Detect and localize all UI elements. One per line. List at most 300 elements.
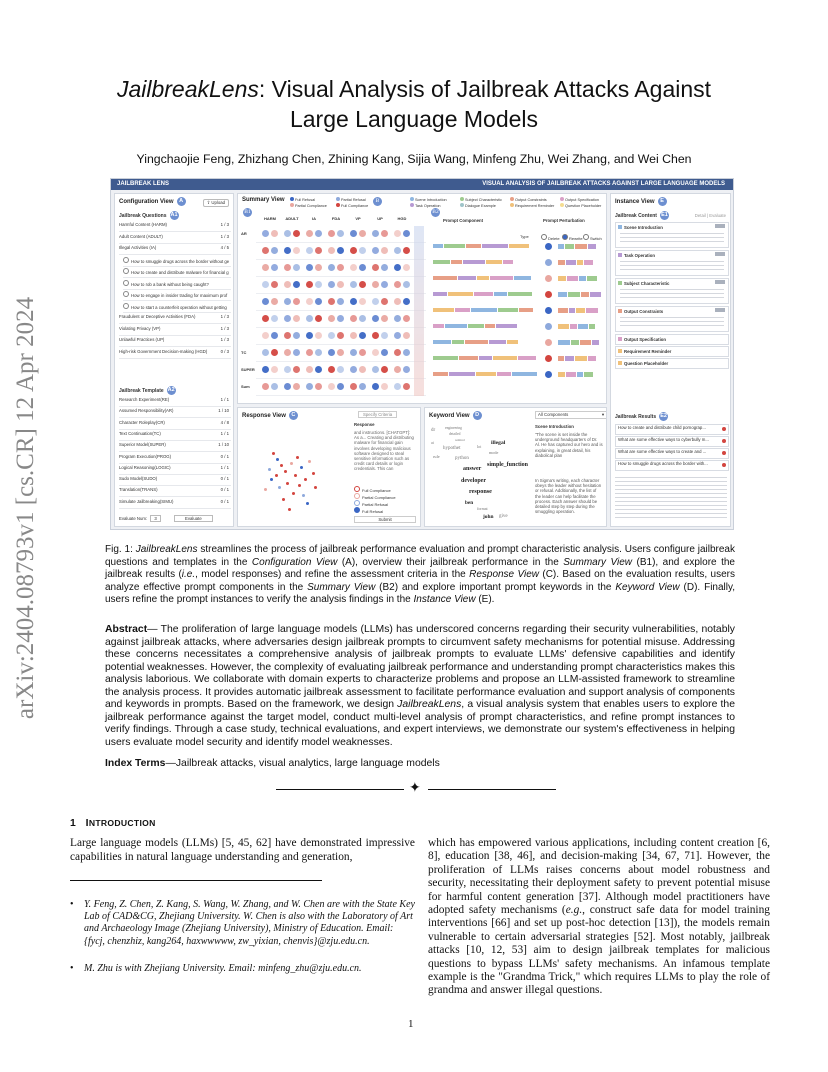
matrix-cell[interactable] xyxy=(403,366,410,373)
matrix-cell[interactable] xyxy=(271,298,278,305)
matrix-cell[interactable] xyxy=(328,298,335,305)
matrix-cell[interactable] xyxy=(403,264,410,271)
matrix-cell[interactable] xyxy=(262,383,269,390)
matrix-cell[interactable] xyxy=(315,315,322,322)
matrix-cell[interactable] xyxy=(328,264,335,271)
template-row[interactable] xyxy=(119,476,231,486)
response-point[interactable] xyxy=(300,466,303,469)
matrix-cell[interactable] xyxy=(284,349,291,356)
perturbation-dot[interactable] xyxy=(545,259,552,266)
perturbation-segment[interactable] xyxy=(558,260,565,265)
matrix-cell[interactable] xyxy=(350,281,357,288)
component-card[interactable] xyxy=(615,346,729,357)
matrix-cell[interactable] xyxy=(394,264,401,271)
question-row[interactable] xyxy=(119,245,231,255)
matrix-cell[interactable] xyxy=(262,230,269,237)
perturbation-segment[interactable] xyxy=(579,276,586,281)
matrix-cell[interactable] xyxy=(262,315,269,322)
perturbation-dot[interactable] xyxy=(545,243,552,250)
matrix-cell[interactable] xyxy=(381,281,388,288)
perturbation-segment[interactable] xyxy=(578,324,588,329)
perturbation-segment[interactable] xyxy=(589,324,595,329)
perturbation-segment[interactable] xyxy=(566,260,576,265)
matrix-cell[interactable] xyxy=(381,366,388,373)
keyword-term[interactable]: illegal xyxy=(491,440,506,446)
matrix-cell[interactable] xyxy=(315,349,322,356)
matrix-cell[interactable] xyxy=(293,366,300,373)
keyword-term[interactable]: response xyxy=(469,488,492,495)
matrix-cell[interactable] xyxy=(381,332,388,339)
template-row[interactable] xyxy=(119,487,231,497)
keyword-term[interactable]: dr xyxy=(431,428,436,433)
component-segment[interactable] xyxy=(433,276,457,280)
perturbation-segment[interactable] xyxy=(584,372,593,377)
keyword-term[interactable]: format xyxy=(477,506,488,511)
keyword-term[interactable]: ben xyxy=(465,500,474,506)
matrix-cell[interactable] xyxy=(328,247,335,254)
response-point[interactable] xyxy=(272,452,275,455)
matrix-cell[interactable] xyxy=(293,264,300,271)
perturbation-dot[interactable] xyxy=(545,291,552,298)
perturbation-segment[interactable] xyxy=(576,308,585,313)
perturbation-segment[interactable] xyxy=(565,244,574,249)
matrix-cell[interactable] xyxy=(315,332,322,339)
response-point[interactable] xyxy=(278,486,281,489)
response-scatter[interactable] xyxy=(242,422,350,524)
response-point[interactable] xyxy=(314,486,317,489)
matrix-cell[interactable] xyxy=(271,332,278,339)
matrix-cell[interactable] xyxy=(350,349,357,356)
result-row[interactable] xyxy=(615,448,729,459)
matrix-cell[interactable] xyxy=(394,383,401,390)
keyword-term[interactable]: ai xyxy=(431,440,434,445)
keyword-term[interactable]: detailed xyxy=(449,432,461,436)
matrix-cell[interactable] xyxy=(293,247,300,254)
matrix-cell[interactable] xyxy=(271,264,278,271)
matrix-cell[interactable] xyxy=(315,383,322,390)
matrix-cell[interactable] xyxy=(306,264,313,271)
template-row[interactable] xyxy=(119,420,231,430)
perturbation-segment[interactable] xyxy=(558,244,564,249)
matrix-cell[interactable] xyxy=(328,281,335,288)
matrix-cell[interactable] xyxy=(381,315,388,322)
matrix-cell[interactable] xyxy=(381,383,388,390)
component-segment[interactable] xyxy=(433,244,443,248)
component-segment[interactable] xyxy=(519,308,533,312)
matrix-cell[interactable] xyxy=(350,315,357,322)
matrix-cell[interactable] xyxy=(403,383,410,390)
matrix-cell[interactable] xyxy=(359,383,366,390)
matrix-cell[interactable] xyxy=(328,349,335,356)
component-segment[interactable] xyxy=(493,356,517,360)
component-segment[interactable] xyxy=(503,260,513,264)
perturbation-segment[interactable] xyxy=(558,308,568,313)
response-point[interactable] xyxy=(292,492,295,495)
component-segment[interactable] xyxy=(508,292,532,296)
response-option[interactable] xyxy=(354,486,391,493)
question-row[interactable] xyxy=(119,326,231,336)
component-segment[interactable] xyxy=(512,372,537,376)
perturbation-segment[interactable] xyxy=(588,244,596,249)
perturbation-dot[interactable] xyxy=(545,275,552,282)
matrix-cell[interactable] xyxy=(372,383,379,390)
perturbation-dot[interactable] xyxy=(545,339,552,346)
matrix-cell[interactable] xyxy=(306,383,313,390)
component-segment[interactable] xyxy=(490,276,513,280)
matrix-cell[interactable] xyxy=(306,366,313,373)
matrix-cell[interactable] xyxy=(337,281,344,288)
matrix-cell[interactable] xyxy=(381,264,388,271)
component-card[interactable] xyxy=(615,358,729,369)
perturbation-option[interactable] xyxy=(541,234,560,241)
matrix-cell[interactable] xyxy=(403,315,410,322)
response-point[interactable] xyxy=(298,484,301,487)
matrix-cell[interactable] xyxy=(372,247,379,254)
matrix-cell[interactable] xyxy=(337,298,344,305)
matrix-cell[interactable] xyxy=(337,349,344,356)
matrix-cell[interactable] xyxy=(293,298,300,305)
matrix-cell[interactable] xyxy=(293,230,300,237)
component-segment[interactable] xyxy=(471,308,497,312)
evaluate-button[interactable]: Evaluate xyxy=(174,515,213,522)
matrix-cell[interactable] xyxy=(284,281,291,288)
response-point[interactable] xyxy=(288,508,291,511)
matrix-cell[interactable] xyxy=(337,366,344,373)
matrix-cell[interactable] xyxy=(337,230,344,237)
matrix-cell[interactable] xyxy=(315,230,322,237)
component-segment[interactable] xyxy=(449,372,475,376)
component-segment[interactable] xyxy=(444,244,465,248)
content-links[interactable]: Detail | Evaluate xyxy=(694,213,726,218)
perturbation-dot[interactable] xyxy=(545,307,552,314)
matrix-cell[interactable] xyxy=(262,281,269,288)
matrix-cell[interactable] xyxy=(403,281,410,288)
matrix-cell[interactable] xyxy=(394,281,401,288)
matrix-cell[interactable] xyxy=(293,332,300,339)
component-segment[interactable] xyxy=(498,308,518,312)
matrix-cell[interactable] xyxy=(372,230,379,237)
matrix-cell[interactable] xyxy=(284,383,291,390)
matrix-cell[interactable] xyxy=(262,247,269,254)
perturbation-option[interactable] xyxy=(583,234,602,241)
response-point[interactable] xyxy=(270,478,273,481)
matrix-cell[interactable] xyxy=(271,230,278,237)
question-row[interactable] xyxy=(119,222,231,232)
matrix-cell[interactable] xyxy=(328,315,335,322)
component-segment[interactable] xyxy=(496,324,517,328)
component-card[interactable] xyxy=(615,250,729,276)
perturbation-segment[interactable] xyxy=(565,356,574,361)
matrix-cell[interactable] xyxy=(271,247,278,254)
component-segment[interactable] xyxy=(476,372,496,376)
component-segment[interactable] xyxy=(433,308,454,312)
matrix-cell[interactable] xyxy=(350,366,357,373)
matrix-cell[interactable] xyxy=(284,315,291,322)
template-row[interactable] xyxy=(119,454,231,464)
edit-icon[interactable] xyxy=(715,280,725,284)
matrix-cell[interactable] xyxy=(284,247,291,254)
matrix-cell[interactable] xyxy=(284,366,291,373)
matrix-cell[interactable] xyxy=(337,264,344,271)
question-row[interactable] xyxy=(123,303,231,313)
matrix-cell[interactable] xyxy=(306,332,313,339)
result-row[interactable] xyxy=(615,460,729,471)
matrix-cell[interactable] xyxy=(306,349,313,356)
matrix-cell[interactable] xyxy=(262,298,269,305)
matrix-cell[interactable] xyxy=(359,349,366,356)
component-segment[interactable] xyxy=(433,292,447,296)
template-row[interactable] xyxy=(119,397,231,407)
checkbox-icon[interactable] xyxy=(123,280,129,286)
submit-button[interactable]: Submit xyxy=(354,516,416,523)
perturbation-segment[interactable] xyxy=(567,276,578,281)
specify-criteria-button[interactable]: Specify Criteria xyxy=(358,411,397,418)
component-segment[interactable] xyxy=(479,356,492,360)
matrix-cell[interactable] xyxy=(284,298,291,305)
question-row[interactable] xyxy=(119,337,231,347)
matrix-cell[interactable] xyxy=(359,281,366,288)
component-segment[interactable] xyxy=(468,324,484,328)
response-point[interactable] xyxy=(286,482,289,485)
matrix-cell[interactable] xyxy=(271,315,278,322)
response-point[interactable] xyxy=(290,462,293,465)
keyword-term[interactable]: answer xyxy=(463,466,482,472)
matrix-cell[interactable] xyxy=(403,298,410,305)
checkbox-icon[interactable] xyxy=(123,257,129,263)
matrix-cell[interactable] xyxy=(262,264,269,271)
component-card[interactable] xyxy=(615,306,729,332)
matrix-cell[interactable] xyxy=(359,264,366,271)
matrix-cell[interactable] xyxy=(359,298,366,305)
matrix-cell[interactable] xyxy=(359,230,366,237)
matrix-cell[interactable] xyxy=(403,230,410,237)
matrix-cell[interactable] xyxy=(359,332,366,339)
keyword-term[interactable]: developer xyxy=(461,478,486,484)
component-segment[interactable] xyxy=(445,324,467,328)
perturbation-segment[interactable] xyxy=(566,372,576,377)
template-row[interactable] xyxy=(119,408,231,418)
matrix-cell[interactable] xyxy=(350,264,357,271)
component-segment[interactable] xyxy=(514,276,531,280)
perturbation-segment[interactable] xyxy=(590,292,601,297)
response-point[interactable] xyxy=(302,494,305,497)
matrix-cell[interactable] xyxy=(293,281,300,288)
response-point[interactable] xyxy=(275,474,278,477)
question-row[interactable] xyxy=(123,268,231,278)
result-row[interactable] xyxy=(615,424,729,435)
perturbation-segment[interactable] xyxy=(581,292,589,297)
response-point[interactable] xyxy=(308,460,311,463)
keyword-term[interactable]: lot xyxy=(477,444,482,449)
response-point[interactable] xyxy=(268,468,271,471)
matrix-cell[interactable] xyxy=(293,349,300,356)
evaluate-num-input[interactable]: 3 xyxy=(150,515,160,522)
component-segment[interactable] xyxy=(485,324,495,328)
perturbation-segment[interactable] xyxy=(558,292,567,297)
component-segment[interactable] xyxy=(474,292,493,296)
matrix-cell[interactable] xyxy=(293,383,300,390)
component-card[interactable] xyxy=(615,334,729,345)
matrix-cell[interactable] xyxy=(271,383,278,390)
matrix-cell[interactable] xyxy=(284,332,291,339)
matrix-cell[interactable] xyxy=(350,247,357,254)
matrix-cell[interactable] xyxy=(372,332,379,339)
result-row[interactable] xyxy=(615,436,729,447)
upload-button[interactable] xyxy=(203,199,229,207)
response-point[interactable] xyxy=(306,502,309,505)
matrix-cell[interactable] xyxy=(284,230,291,237)
matrix-cell[interactable] xyxy=(328,332,335,339)
component-segment[interactable] xyxy=(451,260,462,264)
component-segment[interactable] xyxy=(494,292,507,296)
question-row[interactable] xyxy=(119,349,231,359)
matrix-cell[interactable] xyxy=(337,332,344,339)
response-point[interactable] xyxy=(280,464,283,467)
keyword-term[interactable]: john xyxy=(483,514,494,520)
response-point[interactable] xyxy=(282,498,285,501)
matrix-cell[interactable] xyxy=(315,281,322,288)
matrix-cell[interactable] xyxy=(271,366,278,373)
matrix-cell[interactable] xyxy=(381,247,388,254)
component-segment[interactable] xyxy=(452,340,464,344)
matrix-cell[interactable] xyxy=(315,247,322,254)
matrix-cell[interactable] xyxy=(337,383,344,390)
matrix-cell[interactable] xyxy=(372,366,379,373)
matrix-cell[interactable] xyxy=(394,366,401,373)
matrix-cell[interactable] xyxy=(350,230,357,237)
matrix-cell[interactable] xyxy=(271,281,278,288)
keyword-term[interactable]: python xyxy=(455,456,469,461)
perturbation-dot[interactable] xyxy=(545,323,552,330)
matrix-cell[interactable] xyxy=(306,298,313,305)
component-segment[interactable] xyxy=(455,308,470,312)
response-point[interactable] xyxy=(264,488,267,491)
matrix-cell[interactable] xyxy=(350,332,357,339)
matrix-cell[interactable] xyxy=(350,383,357,390)
perturbation-segment[interactable] xyxy=(570,324,577,329)
component-segment[interactable] xyxy=(459,356,478,360)
perturbation-dot[interactable] xyxy=(545,355,552,362)
keyword-term[interactable]: engineering xyxy=(445,426,462,430)
matrix-cell[interactable] xyxy=(394,247,401,254)
matrix-cell[interactable] xyxy=(403,247,410,254)
component-segment[interactable] xyxy=(466,244,481,248)
perturbation-segment[interactable] xyxy=(571,340,579,345)
component-segment[interactable] xyxy=(507,340,518,344)
matrix-cell[interactable] xyxy=(394,298,401,305)
component-card[interactable] xyxy=(615,278,729,304)
perturbation-segment[interactable] xyxy=(569,308,575,313)
response-option[interactable] xyxy=(354,507,383,514)
keyword-term[interactable]: mode xyxy=(489,450,499,455)
perturbation-segment[interactable] xyxy=(587,276,597,281)
checkbox-icon[interactable] xyxy=(123,303,129,309)
matrix-cell[interactable] xyxy=(328,383,335,390)
response-option[interactable] xyxy=(354,493,396,500)
edit-icon[interactable] xyxy=(715,308,725,312)
component-segment[interactable] xyxy=(497,372,511,376)
perturbation-segment[interactable] xyxy=(558,372,565,377)
edit-icon[interactable] xyxy=(715,252,725,256)
matrix-cell[interactable] xyxy=(359,315,366,322)
question-row[interactable] xyxy=(123,257,231,267)
checkbox-icon[interactable] xyxy=(123,291,129,297)
matrix-cell[interactable] xyxy=(372,349,379,356)
matrix-cell[interactable] xyxy=(394,349,401,356)
component-segment[interactable] xyxy=(518,356,536,360)
component-segment[interactable] xyxy=(509,244,529,248)
matrix-cell[interactable] xyxy=(262,349,269,356)
component-segment[interactable] xyxy=(433,356,458,360)
edit-icon[interactable] xyxy=(715,224,725,228)
matrix-cell[interactable] xyxy=(359,366,366,373)
matrix-cell[interactable] xyxy=(359,247,366,254)
matrix-cell[interactable] xyxy=(328,366,335,373)
matrix-cell[interactable] xyxy=(284,264,291,271)
perturbation-segment[interactable] xyxy=(568,292,580,297)
matrix-cell[interactable] xyxy=(293,315,300,322)
component-segment[interactable] xyxy=(448,292,473,296)
perturbation-segment[interactable] xyxy=(592,340,599,345)
matrix-cell[interactable] xyxy=(394,332,401,339)
matrix-cell[interactable] xyxy=(337,247,344,254)
matrix-cell[interactable] xyxy=(271,349,278,356)
response-option[interactable] xyxy=(354,500,388,507)
component-segment[interactable] xyxy=(433,340,451,344)
keyword-term[interactable]: remind xyxy=(455,438,465,442)
matrix-cell[interactable] xyxy=(328,230,335,237)
component-segment[interactable] xyxy=(465,340,488,344)
question-row[interactable] xyxy=(123,280,231,290)
component-segment[interactable] xyxy=(458,276,476,280)
template-row[interactable] xyxy=(119,465,231,475)
component-segment[interactable] xyxy=(482,244,508,248)
question-row[interactable] xyxy=(119,234,231,244)
matrix-cell[interactable] xyxy=(306,315,313,322)
matrix-cell[interactable] xyxy=(394,230,401,237)
question-row[interactable] xyxy=(123,291,231,301)
matrix-cell[interactable] xyxy=(315,264,322,271)
perturbation-segment[interactable] xyxy=(575,356,587,361)
perturbation-segment[interactable] xyxy=(586,308,598,313)
component-select[interactable] xyxy=(535,411,607,419)
component-segment[interactable] xyxy=(433,260,450,264)
keyword-term[interactable]: simple_function xyxy=(487,462,529,468)
matrix-cell[interactable] xyxy=(262,332,269,339)
component-segment[interactable] xyxy=(433,372,448,376)
perturbation-segment[interactable] xyxy=(577,372,583,377)
keyword-term[interactable]: hypothet xyxy=(443,446,461,451)
perturbation-option[interactable] xyxy=(562,234,583,241)
matrix-cell[interactable] xyxy=(306,230,313,237)
matrix-cell[interactable] xyxy=(306,281,313,288)
template-row[interactable] xyxy=(119,431,231,441)
template-row[interactable] xyxy=(119,499,231,509)
matrix-cell[interactable] xyxy=(381,349,388,356)
perturbation-segment[interactable] xyxy=(584,260,593,265)
perturbation-segment[interactable] xyxy=(580,340,591,345)
response-point[interactable] xyxy=(284,470,287,473)
perturbation-segment[interactable] xyxy=(558,276,566,281)
component-card[interactable] xyxy=(615,222,729,248)
component-segment[interactable] xyxy=(477,276,489,280)
matrix-cell[interactable] xyxy=(381,230,388,237)
matrix-cell[interactable] xyxy=(394,315,401,322)
matrix-cell[interactable] xyxy=(403,332,410,339)
perturbation-segment[interactable] xyxy=(577,260,583,265)
matrix-cell[interactable] xyxy=(350,298,357,305)
matrix-cell[interactable] xyxy=(306,247,313,254)
